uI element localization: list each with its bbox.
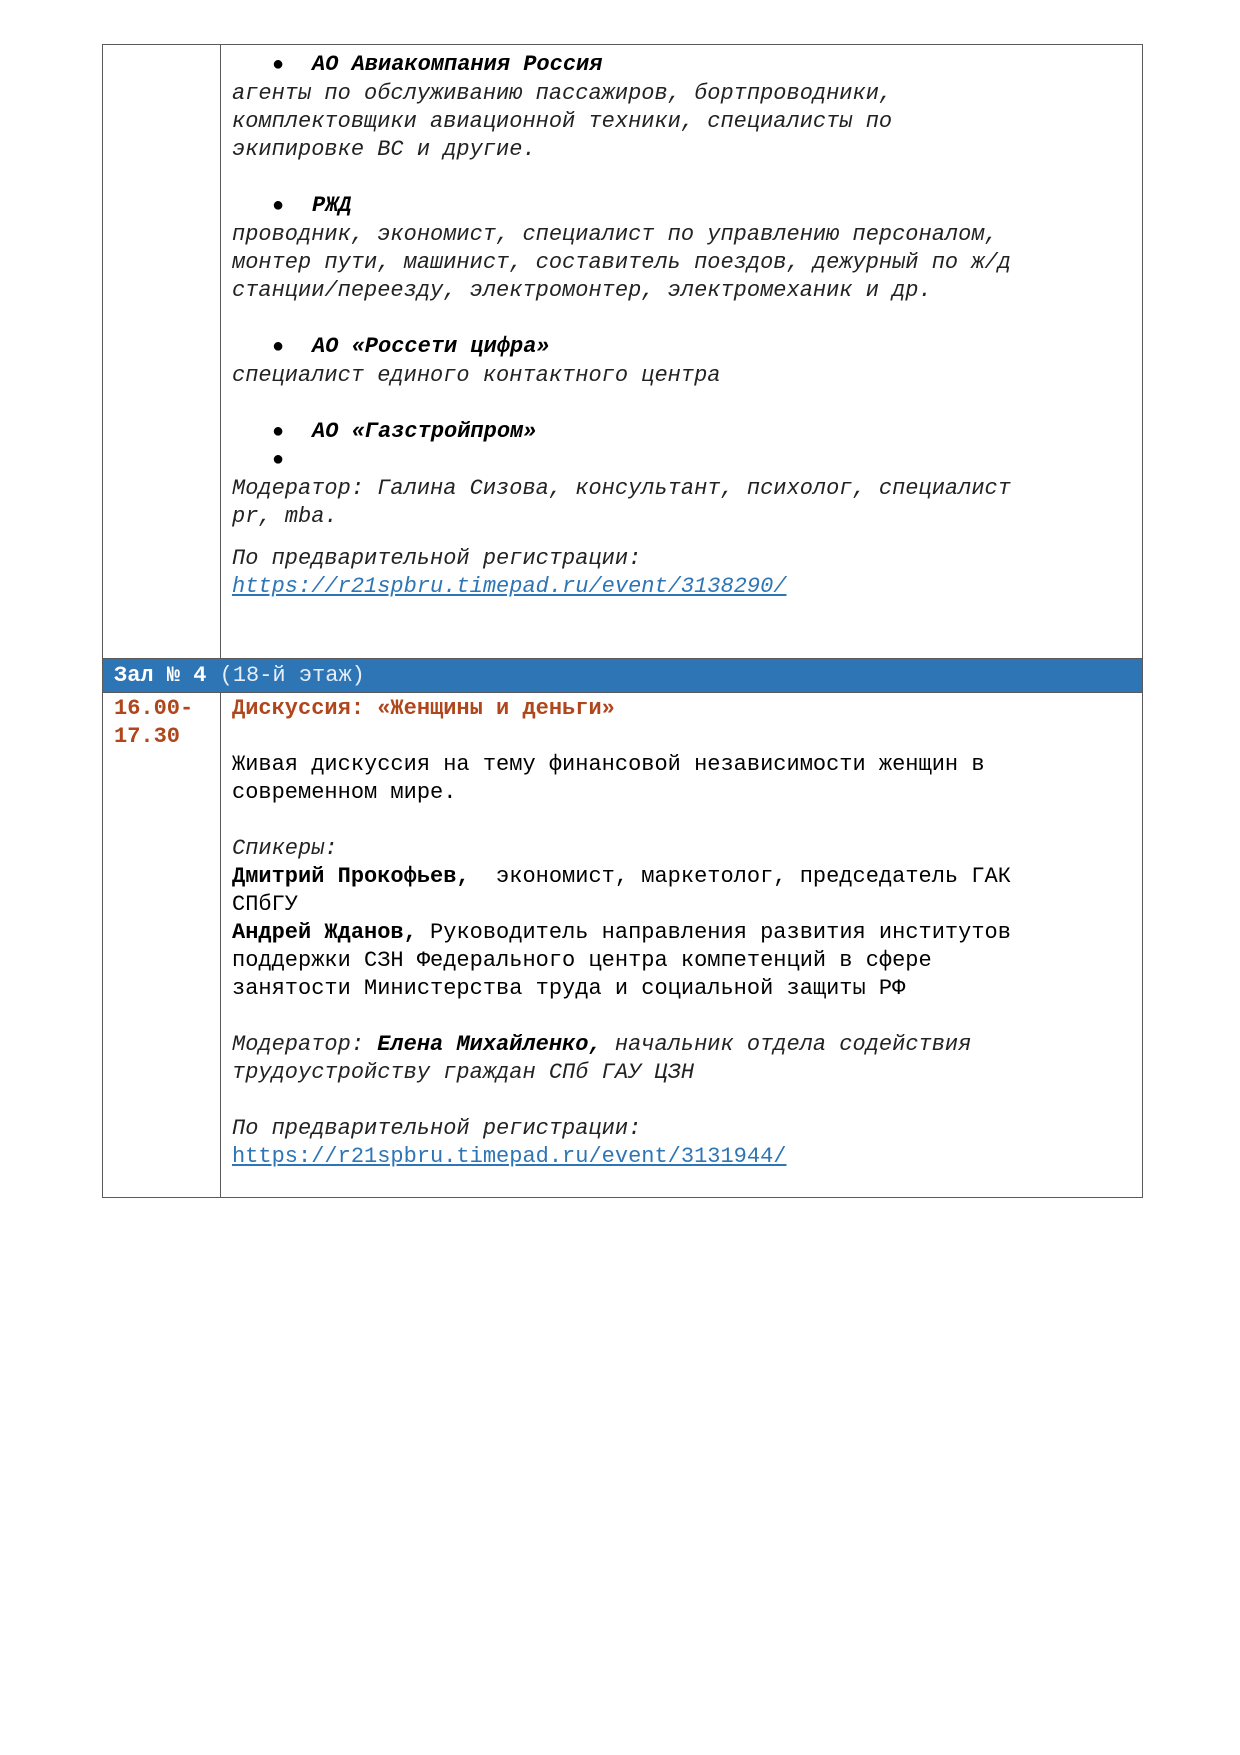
speaker-entry (232, 863, 1124, 891)
bullet-icon: ● (272, 195, 285, 218)
event-description-line: современном мире. (232, 780, 457, 805)
schedule-table (102, 44, 1143, 1198)
speaker-role: Руководитель направления развития институтов (430, 920, 1011, 945)
time-cell (103, 693, 221, 1197)
company-item (272, 333, 1124, 362)
moderator-role: начальник отдела содействия (614, 1032, 972, 1057)
event-cell (221, 693, 1142, 1197)
bullet-icon: ● (272, 421, 285, 444)
company-description-line: комплектовщики авиационной техники, специалисты по (232, 109, 893, 134)
empty-bullet-item (272, 447, 1124, 475)
speakers-label: Спикеры: (232, 836, 338, 861)
speaker-role-line: поддержки СЗН Федерального центра компетенций в сфере (232, 948, 932, 973)
bullet-icon: ● (272, 449, 285, 472)
company-description-line: станции/переезду, электромонтер, электромеханик и др. (232, 278, 932, 303)
company-name: АО «Газстройпром» (312, 419, 537, 444)
moderator-entry (232, 1031, 1124, 1059)
moderator-line: pr, mba. (232, 504, 338, 529)
registration-link[interactable]: https://r21spbru.timepad.ru/event/3131944/ (232, 1144, 787, 1169)
registration-link[interactable]: https://r21spbru.timepad.ru/event/3138290/ (232, 574, 787, 599)
company-name: АО Авиакомпания Россия (312, 52, 603, 77)
speaker-role-line: занятости Министерства труда и социальной защиты РФ (232, 976, 906, 1001)
event-title: Дискуссия: «Женщины и деньги» (232, 696, 615, 721)
speaker-role: экономист, маркетолог, председатель ГАК (496, 864, 1011, 889)
company-name: РЖД (312, 193, 352, 218)
company-description-line: проводник, экономист, специалист по управлению персоналом, (232, 222, 998, 247)
company-item (272, 418, 1124, 447)
company-name: АО «Россети цифра» (312, 334, 550, 359)
bullet-icon: ● (272, 336, 285, 359)
event-description-line: Живая дискуссия на тему финансовой независимости женщин в (232, 752, 985, 777)
speaker-role-line: СПбГУ (232, 892, 299, 917)
speaker-name: Андрей Жданов, (232, 920, 417, 945)
moderator-name: Елена Михайленко, (377, 1032, 602, 1057)
moderator-label: Модератор: (232, 1032, 365, 1057)
speaker-name: Дмитрий Прокофьев, (232, 864, 470, 889)
company-item (272, 51, 1124, 80)
time-start: 16.00- (114, 696, 194, 721)
speaker-entry (232, 919, 1124, 947)
hall-floor: (18-й этаж) (219, 663, 365, 688)
moderator-role-line: трудоустройству граждан СПб ГАУ ЦЗН (232, 1060, 695, 1085)
hall-header (103, 659, 1142, 693)
company-description-line: экипировке ВС и другие. (232, 137, 536, 162)
time-cell-empty (103, 45, 221, 658)
company-item (272, 192, 1124, 221)
company-description-line: монтер пути, машинист, составитель поездов, дежурный по ж/д (232, 250, 1011, 275)
hall-name: Зал № 4 (114, 663, 207, 688)
bullet-icon: ● (272, 54, 285, 77)
registration-label: По предварительной регистрации: (232, 1116, 642, 1141)
company-description-line: агенты по обслуживанию пассажиров, бортпроводники, (232, 81, 893, 106)
employers-row (103, 45, 1142, 659)
time-end: 17.30 (114, 724, 181, 749)
event-row (103, 693, 1142, 1197)
registration-label: По предварительной регистрации: (232, 546, 642, 571)
employers-cell (221, 45, 1142, 658)
company-description-line: специалист единого контактного центра (232, 363, 721, 388)
moderator-line: Модератор: Галина Сизова, консультант, психолог, специалист (232, 476, 1011, 501)
